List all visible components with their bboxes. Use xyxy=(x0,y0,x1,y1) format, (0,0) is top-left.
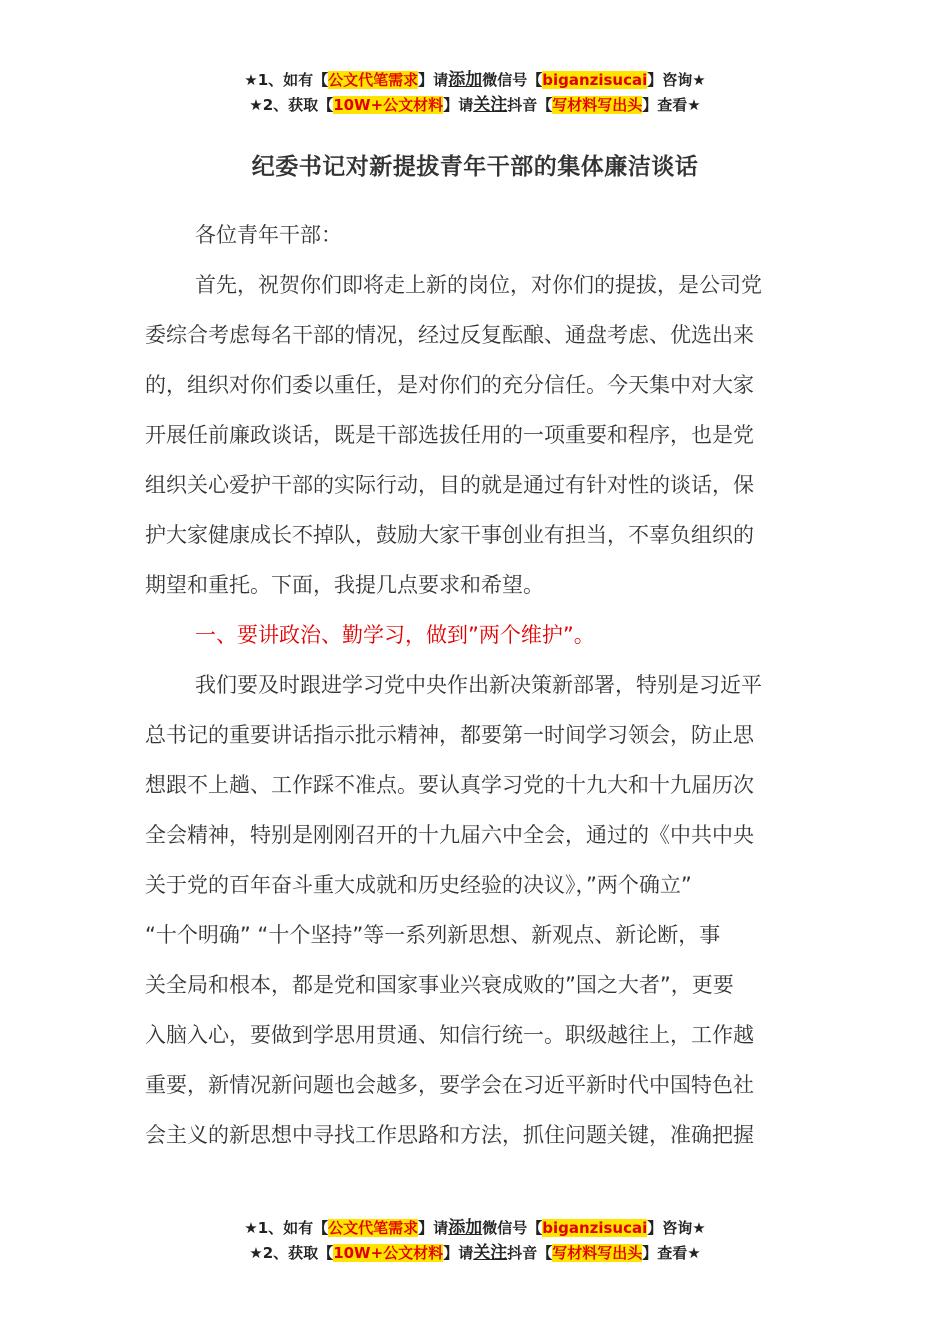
promo-wechat-id: biganzisucai xyxy=(542,71,648,89)
section-heading-1: 一、要讲政治、勤学习，做到”两个维护”。 xyxy=(195,623,595,647)
promo-emphasis: 关注 xyxy=(473,95,508,115)
promo-text: 】请 xyxy=(443,96,474,114)
text-line: 首先，祝贺你们即将走上新的岗位，对你们的提拔，是公司党 xyxy=(195,273,762,297)
promo-text: 抖音【 xyxy=(507,96,553,114)
paragraph-section-1 xyxy=(145,660,805,1160)
text-line: 会主义的新思想中寻找工作思路和方法，抓住问题关键，准确把握 xyxy=(145,1123,754,1147)
text-line: 开展任前廉政谈话，既是干部选拔任用的一项重要和程序，也是党 xyxy=(145,423,754,447)
text-line: 委综合考虑每名干部的情况，经过反复酝酿、通盘考虑、优选出来 xyxy=(145,323,754,347)
promo-text: ★2、获取【 xyxy=(249,96,334,114)
text-line: 全会精神，特别是刚刚召开的十九届六中全会，通过的《中共中央 xyxy=(145,823,754,847)
promo-douyin-id: 写材料写出头 xyxy=(552,96,643,114)
text-line: 总书记的重要讲话指示批示精神，都要第一时间学习领会，防止思 xyxy=(145,723,754,747)
promo-text: 微信号【 xyxy=(482,71,543,89)
text-line: 护大家健康成长不掉队，鼓励大家干事创业有担当，不辜负组织的 xyxy=(145,523,754,547)
promo-line-2 xyxy=(0,1241,950,1266)
promo-text: 】请 xyxy=(418,1219,449,1237)
text-line: “十个明确” “十个坚持”等一系列新思想、新观点、新论断，事 xyxy=(145,923,721,947)
promo-highlight: 10W+公文材料 xyxy=(333,96,444,114)
promo-text: 】请 xyxy=(418,71,449,89)
promo-wechat-id: biganzisucai xyxy=(542,1219,648,1237)
text-line: 入脑入心，要做到学思用贯通、知信行统一。职级越往上，工作越 xyxy=(145,1023,754,1047)
text-line: 我们要及时跟进学习党中央作出新决策新部署，特别是习近平 xyxy=(195,673,762,697)
promo-text: 】查看★ xyxy=(642,96,701,114)
promo-text: 】请 xyxy=(443,1244,474,1262)
promo-line-1 xyxy=(0,1216,950,1241)
text-line: 关于党的百年奋斗重大成就和历史经验的决议》，”两个确立” xyxy=(145,873,692,897)
promo-highlight: 公文代笔需求 xyxy=(328,71,419,89)
document-title: 纪委书记对新提拔青年干部的集体廉洁谈话 xyxy=(251,154,699,180)
promo-header xyxy=(0,68,950,118)
paragraph-intro xyxy=(145,260,805,610)
text-line: 重要，新情况新问题也会越多，要学会在习近平新时代中国特色社 xyxy=(145,1073,754,1097)
text-line: 想跟不上趟、工作踩不准点。要认真学习党的十九大和十九届历次 xyxy=(145,773,754,797)
promo-text: ★1、如有【 xyxy=(244,1219,329,1237)
promo-text: ★2、获取【 xyxy=(249,1244,334,1262)
promo-highlight: 公文代笔需求 xyxy=(328,1219,419,1237)
promo-text: 】查看★ xyxy=(642,1244,701,1262)
promo-emphasis: 添加 xyxy=(448,70,483,90)
promo-douyin-id: 写材料写出头 xyxy=(552,1244,643,1262)
promo-text: 】咨询★ xyxy=(647,1219,706,1237)
promo-text: 微信号【 xyxy=(482,1219,543,1237)
promo-emphasis: 关注 xyxy=(473,1243,508,1263)
promo-text: 抖音【 xyxy=(507,1244,553,1262)
text-line: 组织关心爱护干部的实际行动，目的就是通过有针对性的谈话，保 xyxy=(145,473,754,497)
promo-emphasis: 添加 xyxy=(448,1218,483,1238)
text-line: 关全局和根本，都是党和国家事业兴衰成败的”国之大者”，更要 xyxy=(145,973,734,997)
promo-highlight: 10W+公文材料 xyxy=(333,1244,444,1262)
salutation: 各位青年干部： xyxy=(195,223,342,247)
promo-text: ★1、如有【 xyxy=(244,71,329,89)
promo-footer xyxy=(0,1216,950,1266)
text-line: 的，组织对你们委以重任，是对你们的充分信任。今天集中对大家 xyxy=(145,373,754,397)
document-body xyxy=(145,210,805,1160)
text-line: 期望和重托。下面，我提几点要求和希望。 xyxy=(145,573,544,597)
promo-text: 】咨询★ xyxy=(647,71,706,89)
promo-line-1 xyxy=(0,68,950,93)
promo-line-2 xyxy=(0,93,950,118)
